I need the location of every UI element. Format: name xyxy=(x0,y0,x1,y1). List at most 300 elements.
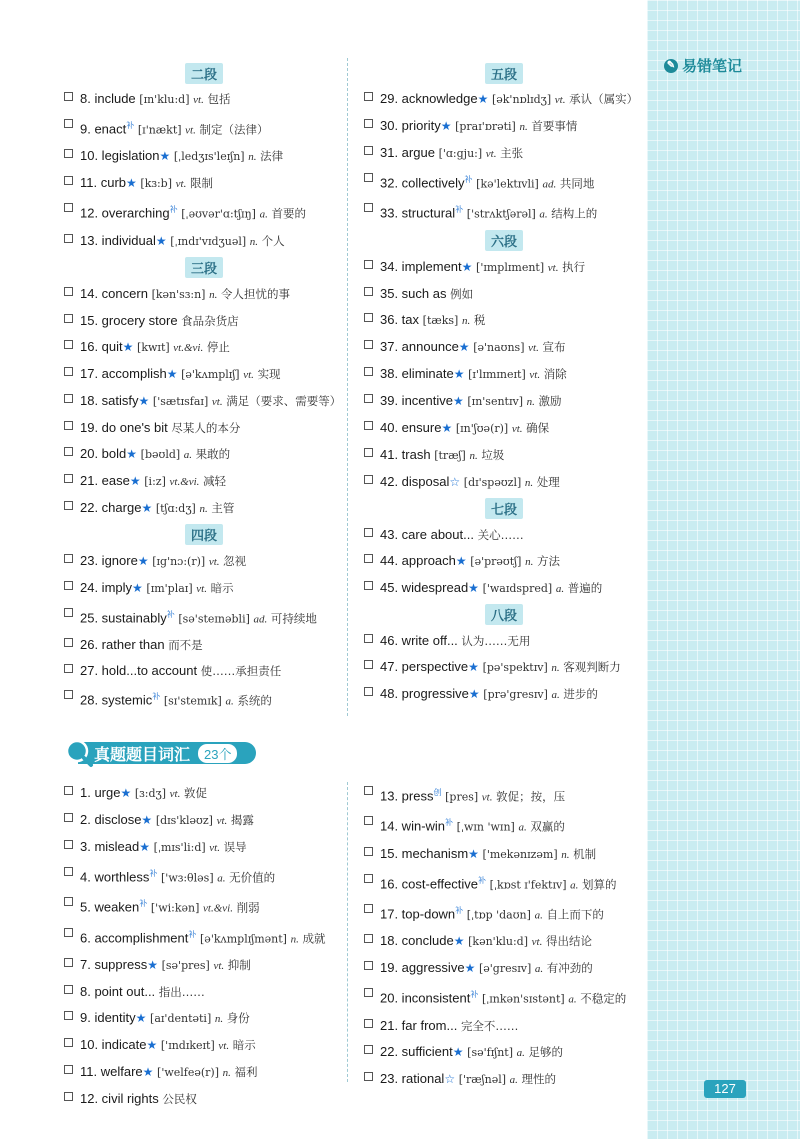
vocab-entry xyxy=(364,522,644,548)
checkbox-icon xyxy=(364,1072,373,1081)
star-icon: ★ xyxy=(141,813,153,827)
column-divider-bottom xyxy=(347,782,348,1082)
checkbox-icon xyxy=(364,1045,373,1054)
phonetic: [ɪ'lɪmɪneɪt] xyxy=(468,367,526,381)
checkbox-icon xyxy=(364,660,373,669)
vocab-entry xyxy=(364,654,644,681)
star-icon: ☆ xyxy=(444,1071,456,1086)
vocab-word: 13. individual xyxy=(80,232,156,248)
star-icon: ★ xyxy=(458,339,470,354)
phonetic: [tæks] xyxy=(422,313,459,327)
definition: 系统的 xyxy=(237,693,272,708)
section-heading xyxy=(364,60,644,86)
phonetic: [bəʊld] xyxy=(140,447,181,461)
vocab-entry xyxy=(364,86,644,113)
banner-title: 真题题目词汇 xyxy=(94,746,191,764)
definition: 主管 xyxy=(211,500,235,515)
definition: 满足（要求、需要等） xyxy=(226,393,342,408)
definition: 首要的 xyxy=(271,206,306,221)
checkbox-icon xyxy=(364,92,373,101)
definition: 削弱 xyxy=(236,900,260,915)
vocab-entry xyxy=(364,281,644,307)
vocab-entry xyxy=(364,1066,644,1093)
star-icon: ★ xyxy=(135,1010,147,1025)
vocab-entry xyxy=(364,140,644,167)
part-of-speech: a. xyxy=(568,993,577,1006)
part-of-speech: n. xyxy=(469,449,478,462)
sidebar-label-text: 易错笔记 xyxy=(682,58,743,75)
section-heading-label: 六段 xyxy=(485,230,523,251)
section-heading xyxy=(64,522,344,548)
vocab-entry xyxy=(64,891,344,921)
definition: 尽某人的本分 xyxy=(171,420,241,435)
phonetic: [kən'klu:d] xyxy=(468,935,529,949)
definition: 结构上的 xyxy=(551,206,598,221)
part-of-speech: vt. xyxy=(169,788,181,800)
checkbox-icon xyxy=(64,608,73,617)
vocab-word: 22. charge xyxy=(80,499,142,515)
supplement-mark: 补 xyxy=(478,875,487,885)
part-of-speech: vt. xyxy=(213,959,225,972)
part-of-speech: vt. xyxy=(196,582,207,595)
checkbox-icon xyxy=(64,664,73,673)
star-icon: ★ xyxy=(132,580,143,595)
checkbox-icon xyxy=(64,581,73,590)
checkbox-icon xyxy=(64,474,73,483)
vocab-word: 27. hold...to account xyxy=(80,662,198,678)
vocab-entry xyxy=(64,780,344,807)
part-of-speech: vt. xyxy=(528,341,539,354)
checkbox-icon xyxy=(364,203,373,212)
part-of-speech: vt. xyxy=(209,842,220,854)
part-of-speech: vt. xyxy=(185,124,196,137)
vocab-entry xyxy=(64,143,344,170)
vocab-entry xyxy=(364,197,644,227)
vocab-entry xyxy=(364,388,644,415)
part-of-speech: vt. xyxy=(511,422,523,435)
definition: 无价值的 xyxy=(229,870,276,885)
definition: 敦促 xyxy=(183,786,207,800)
checkbox-icon xyxy=(364,934,373,943)
phonetic: [ək'nɒlɪdʒ] xyxy=(491,93,552,106)
part-of-speech: vt. xyxy=(554,94,566,106)
definition: 客观判断力 xyxy=(563,659,621,674)
star-icon: ★ xyxy=(477,92,489,106)
phonetic: ['sætɪsfaɪ] xyxy=(152,394,209,408)
definition: 成就 xyxy=(302,930,326,945)
vocab-column-bottom-right xyxy=(364,780,644,1093)
phonetic: [ɪn'sentɪv] xyxy=(467,394,523,408)
star-icon: ★ xyxy=(468,686,480,701)
column-divider-top xyxy=(347,58,348,716)
phonetic: [ɪn'ʃʊə(r)] xyxy=(455,421,509,435)
checkbox-icon xyxy=(64,1065,73,1074)
star-icon: ★ xyxy=(155,233,167,248)
vocab-word: 22. sufficient xyxy=(380,1043,453,1059)
definition: 执行 xyxy=(562,259,586,274)
part-of-speech: n. xyxy=(526,395,535,408)
checkbox-icon xyxy=(364,786,373,795)
checkbox-icon xyxy=(364,528,373,537)
definition: 宣布 xyxy=(542,339,566,354)
part-of-speech: n. xyxy=(525,555,534,568)
vocab-word: 34. implement xyxy=(380,258,462,274)
definition: 方法 xyxy=(536,553,560,568)
vocab-entry xyxy=(64,952,344,979)
vocab-entry xyxy=(64,361,344,388)
definition: 忽视 xyxy=(223,553,247,568)
star-icon: ★ xyxy=(147,957,158,972)
part-of-speech: a. xyxy=(570,878,579,891)
star-icon: ★ xyxy=(468,846,479,861)
checkbox-icon xyxy=(364,448,373,457)
part-of-speech: a. xyxy=(534,963,544,976)
definition: 双赢的 xyxy=(530,819,565,834)
checkbox-icon xyxy=(364,988,373,997)
phonetic: [ˌɪnkən'sɪstənt] xyxy=(481,992,565,1006)
supplement-mark: 补 xyxy=(139,899,148,909)
part-of-speech: n. xyxy=(519,121,528,133)
vocab-entry xyxy=(64,441,344,468)
star-icon: ★ xyxy=(138,393,150,408)
definition: 暗示 xyxy=(210,580,234,595)
vocab-word: 20. bold xyxy=(80,445,127,461)
vocab-entry xyxy=(64,1032,344,1059)
vocab-word: 12. overarching xyxy=(80,205,170,221)
supplement-mark: 补 xyxy=(455,905,464,915)
definition: 承认（属实） xyxy=(569,92,639,106)
phonetic: [ɪg'nɔ:(r)] xyxy=(152,554,206,568)
phonetic: [ɪ'nækt] xyxy=(137,123,182,137)
definition: 税 xyxy=(473,312,486,327)
vocab-word: 35. such as xyxy=(380,285,447,301)
phonetic: ['welfeə(r)] xyxy=(157,1065,220,1079)
phonetic: [ˌtɒp 'daʊn] xyxy=(466,908,531,922)
part-of-speech: vt. xyxy=(216,815,228,827)
checkbox-icon xyxy=(364,874,373,883)
phonetic: ['ɑ:gju:] xyxy=(438,147,483,160)
section-heading-label: 二段 xyxy=(185,63,223,84)
vocab-entry xyxy=(64,308,344,334)
checkbox-icon xyxy=(64,203,73,212)
star-icon: ★ xyxy=(453,366,465,381)
star-icon: ★ xyxy=(441,420,453,435)
vocab-entry xyxy=(364,1013,644,1039)
vocab-word: 17. accomplish xyxy=(80,365,167,381)
phonetic: [kwɪt] xyxy=(137,340,170,354)
checkbox-icon xyxy=(64,314,73,323)
vocab-entry xyxy=(364,254,644,281)
vocab-column-bottom-left xyxy=(64,780,344,1112)
definition: 法律 xyxy=(260,149,284,164)
definition: 消除 xyxy=(543,366,567,381)
vocab-word: 10. legislation xyxy=(80,148,160,164)
definition: 得出结论 xyxy=(545,934,592,949)
part-of-speech: vt. xyxy=(175,178,187,191)
star-icon: ☆ xyxy=(449,474,461,489)
part-of-speech: a. xyxy=(534,909,543,922)
phonetic: [pə'spektɪv] xyxy=(482,660,548,674)
vocab-entry xyxy=(64,834,344,861)
definition: 抑制 xyxy=(227,957,251,972)
checkbox-icon xyxy=(364,816,373,825)
vocab-word: 21. far from... xyxy=(380,1017,458,1033)
part-of-speech: vt. xyxy=(547,261,559,274)
vocab-word: 47. perspective xyxy=(380,658,469,674)
vocab-entry xyxy=(64,170,344,197)
supplement-mark: 补 xyxy=(169,205,178,215)
star-icon: ★ xyxy=(453,934,465,949)
definition: 认为……无用 xyxy=(461,633,531,648)
checkbox-icon xyxy=(364,1019,373,1028)
supplement-mark: 补 xyxy=(464,175,473,184)
checkbox-icon xyxy=(64,367,73,376)
checkbox-icon xyxy=(364,313,373,322)
checkbox-icon xyxy=(64,421,73,430)
star-icon: ★ xyxy=(461,259,473,274)
checkbox-icon xyxy=(64,1011,73,1020)
definition: 关心…… xyxy=(477,527,524,542)
checkbox-icon xyxy=(364,260,373,269)
checkbox-icon xyxy=(64,149,73,158)
vocab-word: 14. concern xyxy=(80,285,148,301)
part-of-speech: vt. xyxy=(208,555,220,568)
vocab-word: 14. win-win xyxy=(380,818,446,834)
phonetic: ['wi:kən] xyxy=(150,901,200,915)
phonetic: [ɪm'plaɪ] xyxy=(146,581,193,595)
vocab-word: 46. write off... xyxy=(380,632,458,648)
vocab-word: 19. do one's bit xyxy=(80,419,168,435)
vocab-entry xyxy=(364,898,644,928)
checkbox-icon xyxy=(64,690,73,699)
checkbox-icon xyxy=(364,904,373,913)
phonetic: [ə'naʊns] xyxy=(473,340,525,354)
definition: 可持续地 xyxy=(270,610,317,625)
vocab-word: 44. approach xyxy=(380,552,456,568)
definition: 误导 xyxy=(223,840,247,854)
star-icon: ★ xyxy=(166,366,178,381)
definition: 机制 xyxy=(573,846,597,861)
vocab-entry xyxy=(64,807,344,834)
definition: 果敢的 xyxy=(195,446,231,461)
definition: 制定（法律） xyxy=(199,122,269,137)
vocab-word: 16. quit xyxy=(80,338,123,354)
part-of-speech: n. xyxy=(461,314,471,327)
checkbox-icon xyxy=(364,146,373,155)
part-of-speech: ad. xyxy=(542,178,557,191)
definition: 身份 xyxy=(226,1010,250,1025)
checkbox-icon xyxy=(364,119,373,128)
phonetic: [aɪ'dentəti] xyxy=(150,1011,212,1025)
vocab-entry xyxy=(364,982,644,1012)
definition: 确保 xyxy=(526,420,550,435)
page-number: 127 xyxy=(704,1080,746,1098)
vocab-word: 33. structural xyxy=(380,205,456,221)
vocab-word: 15. grocery store xyxy=(80,312,178,328)
vocab-word: 25. sustainably xyxy=(80,609,167,625)
checkbox-icon xyxy=(364,394,373,403)
vocab-word: 7. suppress xyxy=(80,956,148,972)
vocab-word: 13. press xyxy=(380,788,434,804)
checkbox-icon xyxy=(64,447,73,456)
vocab-word: 2. disclose xyxy=(80,812,142,827)
vocab-word: 48. progressive xyxy=(380,685,469,701)
definition: 进步的 xyxy=(563,686,598,701)
checkbox-icon xyxy=(364,687,373,696)
checkbox-icon xyxy=(364,287,373,296)
vocab-word: 32. collectively xyxy=(380,175,465,191)
star-icon: ★ xyxy=(126,176,137,191)
phonetic: [dɪs'kləʊz] xyxy=(155,814,213,827)
definition: 公民权 xyxy=(162,1091,197,1106)
phonetic: ['wɜ:θləs] xyxy=(161,871,214,885)
part-of-speech: a. xyxy=(551,688,560,701)
vocab-entry xyxy=(64,1059,344,1086)
vocab-word: 12. civil rights xyxy=(80,1090,159,1106)
vocab-entry xyxy=(364,1039,644,1066)
definition: 减轻 xyxy=(203,473,227,488)
definition: 食品杂货店 xyxy=(181,313,239,328)
phonetic: [træʃ] xyxy=(434,448,466,462)
star-icon: ★ xyxy=(453,393,464,408)
part-of-speech: n. xyxy=(290,932,299,945)
phonetic: ['mekənɪzəm] xyxy=(482,847,558,861)
phonetic: [sə'fɪʃnt] xyxy=(467,1045,513,1059)
vocab-word: 9. enact xyxy=(80,121,127,137)
star-icon: ★ xyxy=(146,1037,158,1052)
phonetic: [sə'pres] xyxy=(161,958,210,972)
phonetic: [kə'lektɪvli] xyxy=(476,177,539,191)
checkbox-icon xyxy=(64,897,73,906)
vocab-word: 5. weaken xyxy=(80,899,140,915)
phonetic: [ə'gresɪv] xyxy=(478,962,532,976)
section-heading-label: 八段 xyxy=(485,604,523,625)
star-icon: ★ xyxy=(129,473,141,488)
vocab-word: 18. satisfy xyxy=(80,392,139,408)
vocab-entry xyxy=(364,841,644,868)
phonetic: [dɪ'spəʊzl] xyxy=(463,475,522,489)
part-of-speech: vt.&vi. xyxy=(173,341,204,354)
phonetic: [ə'kʌmplɪʃmənt] xyxy=(200,931,287,945)
checkbox-icon xyxy=(64,501,73,510)
vocab-entry xyxy=(64,415,344,441)
vocab-entry xyxy=(64,334,344,361)
checkbox-icon xyxy=(364,634,373,643)
section-banner xyxy=(64,738,254,768)
vocab-entry xyxy=(64,575,344,602)
vocab-entry xyxy=(364,681,644,708)
definition: 自上而下的 xyxy=(546,907,604,922)
phonetic: [ə'kʌmplɪʃ] xyxy=(181,367,240,381)
star-icon: ★ xyxy=(464,961,476,976)
definition: 暗示 xyxy=(232,1037,256,1052)
checkbox-icon xyxy=(64,340,73,349)
part-of-speech: vt. xyxy=(485,148,497,160)
phonetic: [ˌledʒɪs'leɪʃn] xyxy=(173,150,245,164)
vocab-entry xyxy=(364,361,644,388)
checkbox-icon xyxy=(64,985,73,994)
vocab-entry xyxy=(64,228,344,255)
vocab-entry xyxy=(364,575,644,602)
star-icon: ★ xyxy=(468,580,479,595)
vocab-word: 1. urge xyxy=(80,785,121,800)
supplement-mark: 补 xyxy=(152,691,161,701)
vocab-entry xyxy=(64,922,344,952)
part-of-speech: n. xyxy=(209,288,218,301)
part-of-speech: n. xyxy=(551,661,560,674)
checkbox-icon xyxy=(64,554,73,563)
checkbox-icon xyxy=(364,581,373,590)
phonetic: [kən'sɜ:n] xyxy=(151,287,206,301)
vocab-word: 40. ensure xyxy=(380,419,442,435)
phonetic: [pres] xyxy=(445,790,479,804)
part-of-speech: vt.&vi. xyxy=(169,475,200,488)
part-of-speech: a. xyxy=(518,821,527,834)
definition: 首要事情 xyxy=(531,119,578,133)
definition: 共同地 xyxy=(559,176,595,191)
vocab-word: 41. trash xyxy=(380,446,431,462)
vocab-entry xyxy=(364,113,644,140)
star-icon: ★ xyxy=(141,500,153,515)
vocab-entry xyxy=(364,442,644,469)
vocab-entry xyxy=(64,113,344,143)
supplement-mark: 创 xyxy=(433,788,442,797)
part-of-speech: vt. xyxy=(529,368,541,381)
section-heading-label: 五段 xyxy=(485,63,523,84)
definition: 例如 xyxy=(450,286,474,301)
star-icon: ★ xyxy=(137,553,149,568)
vocab-entry xyxy=(64,388,344,415)
section-heading xyxy=(64,60,344,86)
vocab-word: 8. point out... xyxy=(80,983,156,999)
checkbox-icon xyxy=(64,92,73,101)
vocab-entry xyxy=(364,955,644,982)
vocab-word: 11. welfare xyxy=(80,1063,143,1079)
pencil-icon: ✎ xyxy=(664,59,678,73)
definition: 停止 xyxy=(206,339,230,354)
vocab-word: 26. rather than xyxy=(80,636,165,652)
definition: 激励 xyxy=(538,393,562,408)
definition: 而不是 xyxy=(168,637,203,652)
vocab-word: 43. care about... xyxy=(380,526,474,542)
checkbox-icon xyxy=(64,1092,73,1101)
definition: 主张 xyxy=(500,146,524,160)
definition: 不稳定的 xyxy=(580,991,627,1006)
checkbox-icon xyxy=(64,928,73,937)
star-icon: ★ xyxy=(120,786,132,800)
section-heading-label: 七段 xyxy=(485,498,523,519)
section-heading-label: 三段 xyxy=(185,257,223,278)
vocab-entry xyxy=(64,602,344,632)
vocab-column-top-right xyxy=(364,60,644,708)
part-of-speech: a. xyxy=(509,1073,518,1086)
magnifier-icon xyxy=(64,738,94,768)
vocab-entry xyxy=(64,495,344,522)
definition: 有冲劲的 xyxy=(546,961,593,976)
supplement-mark: 补 xyxy=(166,609,175,619)
definition: 敦促；按，压 xyxy=(496,789,566,804)
phonetic: [prə'gresɪv] xyxy=(483,687,548,701)
vocab-entry xyxy=(364,548,644,575)
checkbox-icon xyxy=(364,367,373,376)
vocab-entry xyxy=(364,928,644,955)
part-of-speech: n. xyxy=(249,235,259,248)
phonetic: [kɜ:b] xyxy=(140,177,172,191)
vocab-word: 42. disposal xyxy=(380,473,450,489)
phonetic: [ˌkɒst ɪ'fektɪv] xyxy=(489,877,567,891)
notes-sidebar xyxy=(647,0,800,1139)
definition: 普遍的 xyxy=(567,580,603,595)
